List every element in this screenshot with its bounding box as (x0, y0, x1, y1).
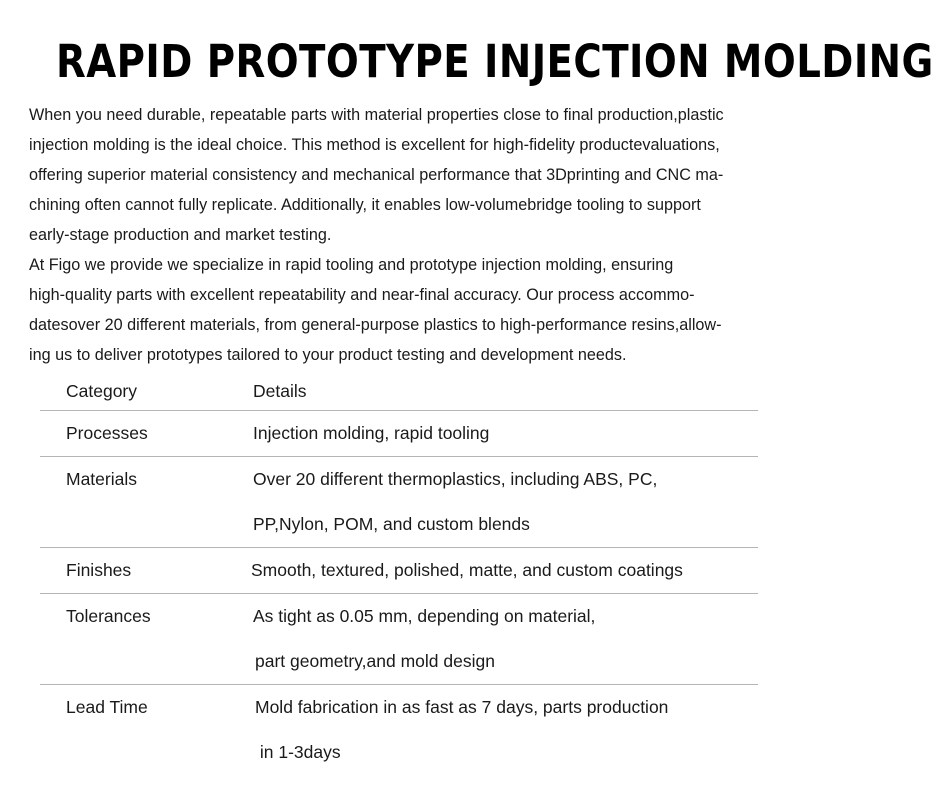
paragraph-2-line: ing us to deliver prototypes tailored to your product testing and development needs. (29, 346, 627, 364)
paragraph-1-line: chining often cannot fully replicate. Additionally, it enables low-volumebridge tooling to support (29, 196, 701, 214)
row-category: Lead Time (66, 697, 148, 717)
row-details-line: PP,Nylon, POM, and custom blends (253, 514, 530, 534)
header-details-label: Details (253, 381, 307, 401)
table-header-row (40, 376, 758, 411)
table-row (40, 411, 758, 457)
row-details-line: part geometry,and mold design (255, 651, 495, 671)
table-row (40, 685, 758, 775)
specs-table (40, 376, 758, 775)
row-details-line: in 1-3days (255, 742, 341, 762)
table-row (40, 548, 758, 594)
table-row (40, 457, 758, 548)
row-category: Processes (66, 423, 148, 443)
intro-text (29, 100, 774, 370)
table-row (40, 594, 758, 685)
row-details-line: Mold fabrication in as fast as 7 days, parts production (255, 697, 669, 717)
row-category: Finishes (66, 560, 132, 580)
paragraph-2-line: datesover 20 different materials, from general-purpose plastics to high-performance resins,allow- (29, 316, 722, 334)
row-category: Tolerances (66, 606, 151, 626)
row-details (255, 685, 758, 775)
header-category: Category (66, 381, 138, 401)
row-details-line: Injection molding, rapid tooling (253, 423, 490, 443)
row-details-line: As tight as 0.05 mm, depending on material, (253, 606, 596, 626)
paragraph-1-line: When you need durable, repeatable parts with material properties close to final production,plastic (29, 106, 724, 124)
page-title: RAPID PROTOTYPE INJECTION MOLDING (56, 35, 934, 88)
row-details (253, 411, 758, 456)
row-details (251, 548, 758, 593)
paragraph-1-line: injection molding is the ideal choice. This method is excellent for high-fidelity productevaluations, (29, 136, 720, 154)
paragraph-1-line: early-stage production and market testing. (29, 226, 332, 244)
row-category: Materials (66, 469, 137, 489)
paragraph-1-line: offering superior material consistency and mechanical performance that 3Dprinting and CNC ma- (29, 166, 724, 184)
header-details (253, 376, 758, 406)
row-details (253, 594, 758, 684)
row-details-line: Over 20 different thermoplastics, including ABS, PC, (253, 469, 658, 489)
paragraph-2-line: At Figo we provide we specialize in rapid tooling and prototype injection molding, ensuring (29, 256, 674, 274)
paragraph-2-line: high-quality parts with excellent repeatability and near-final accuracy. Our process accommo- (29, 286, 695, 304)
row-details-line: Smooth, textured, polished, matte, and custom coatings (251, 560, 683, 580)
row-details (253, 457, 758, 547)
